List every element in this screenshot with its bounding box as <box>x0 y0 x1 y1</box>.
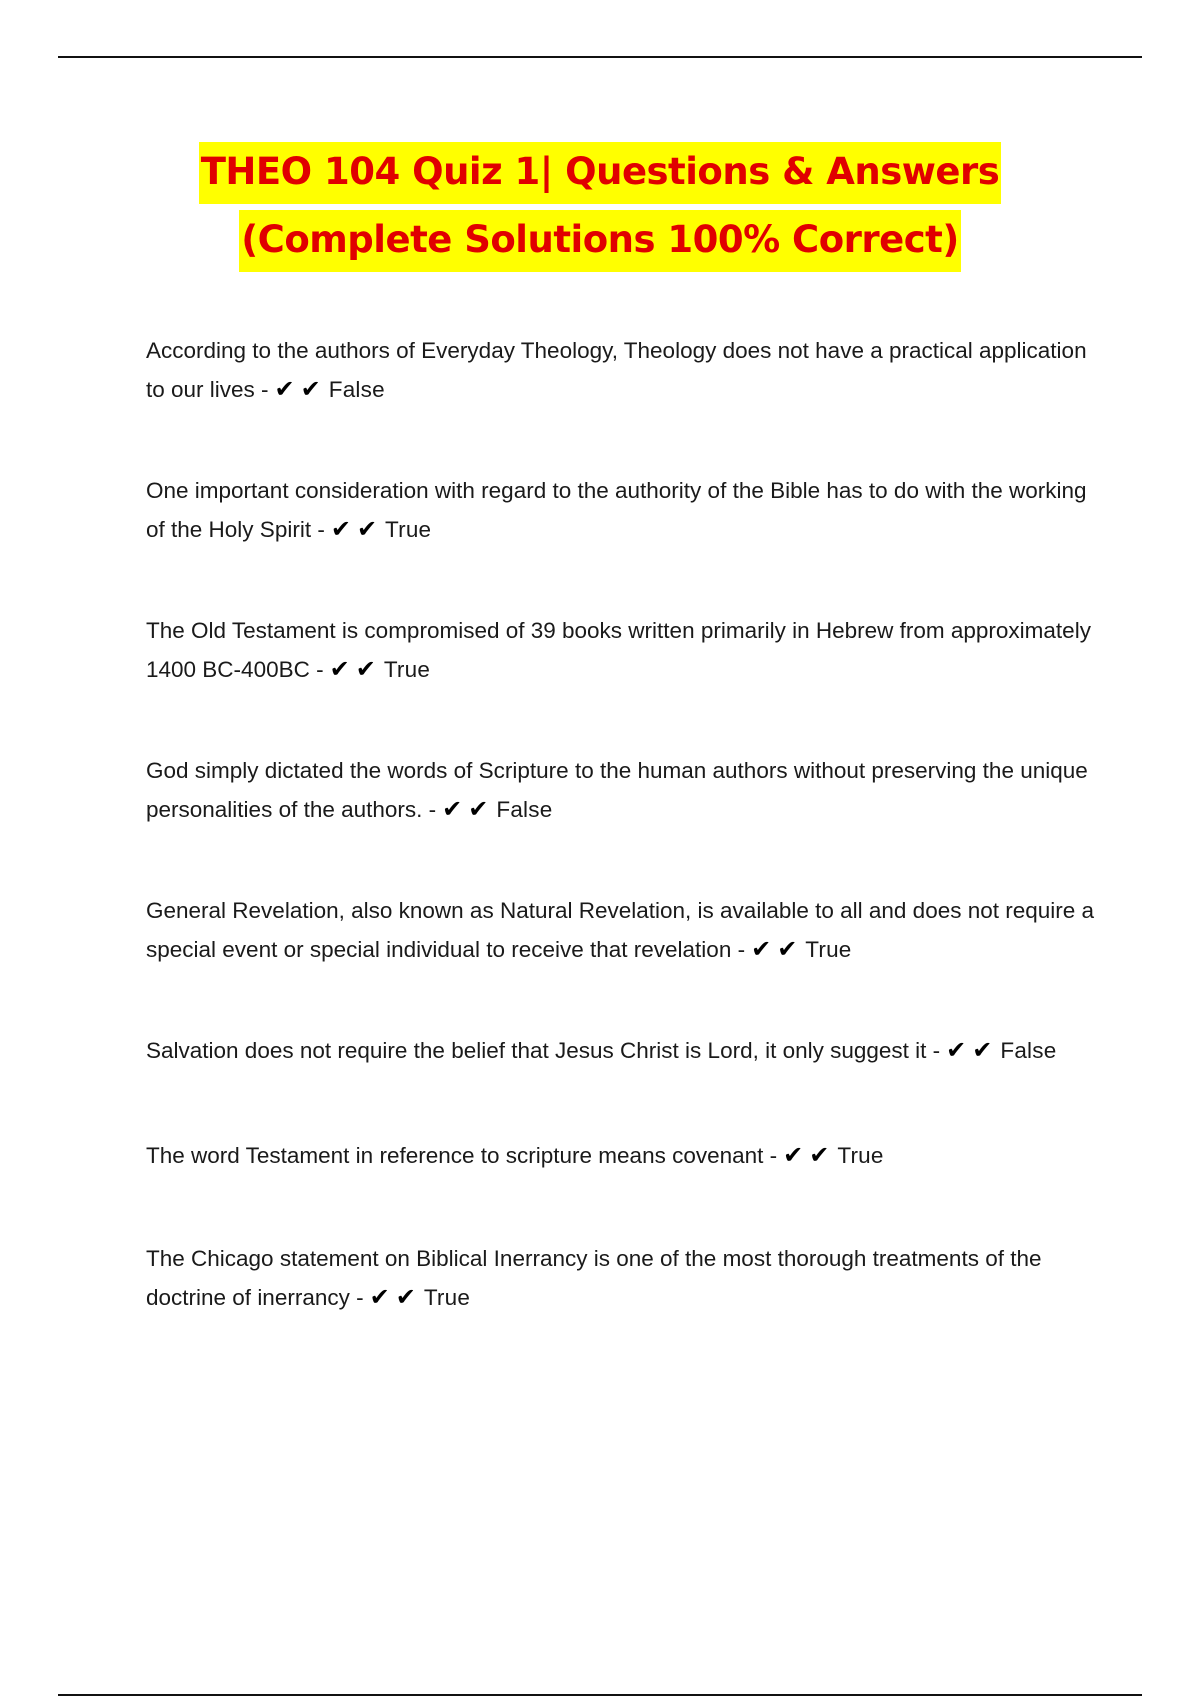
answer-text: False <box>328 377 385 402</box>
answer-text: False <box>1000 1038 1057 1063</box>
answer-text: True <box>383 657 431 682</box>
check-icon: ✔✔ <box>274 375 327 403</box>
question-item <box>146 752 1096 829</box>
title-line-1: THEO 104 Quiz 1| Questions & Answers <box>199 142 1002 204</box>
question-text: God simply dictated the words of Scripture to the human authors without preserving the unique personalities of the authors. - <box>146 758 1088 822</box>
check-icon: ✔✔ <box>369 1283 422 1311</box>
question-text: The Old Testament is compromised of 39 books written primarily in Hebrew from approximately 1400 BC-400BC - <box>146 618 1091 682</box>
check-icon: ✔✔ <box>751 935 804 963</box>
question-text: One important consideration with regard to the authority of the Bible has to do with the working of the Holy Spirit - <box>146 478 1087 542</box>
answer-text: True <box>805 937 852 962</box>
check-icon: ✔✔ <box>783 1141 836 1169</box>
question-text: General Revelation, also known as Natural Revelation, is available to all and does not require a special event or special individual to receive that revelation - <box>146 898 1095 962</box>
question-item <box>146 1136 1096 1175</box>
question-item <box>146 892 1096 969</box>
answer-text: False <box>496 797 553 822</box>
check-icon: ✔✔ <box>330 515 384 543</box>
question-item <box>146 1240 1096 1317</box>
check-icon: ✔✔ <box>329 655 382 683</box>
question-list <box>146 332 1096 1380</box>
question-text: The Chicago statement on Biblical Inerrancy is one of the most thorough treatments of the doctrine of inerrancy - <box>146 1246 1042 1310</box>
question-item <box>146 1031 1096 1070</box>
answer-text: True <box>423 1285 471 1310</box>
question-text: Salvation does not require the belief that Jesus Christ is Lord, it only suggest it - <box>146 1038 941 1063</box>
check-icon: ✔✔ <box>442 795 495 823</box>
document-title <box>0 142 1200 272</box>
question-item <box>146 332 1096 409</box>
check-icon: ✔✔ <box>946 1036 999 1064</box>
question-item <box>146 612 1096 689</box>
question-item <box>146 472 1096 549</box>
top-rule <box>58 56 1142 58</box>
title-line-2: (Complete Solutions 100% Correct) <box>239 210 960 272</box>
answer-text: True <box>837 1143 884 1168</box>
question-text: The word Testament in reference to scripture means covenant - <box>146 1143 778 1168</box>
bottom-rule <box>58 1694 1142 1696</box>
answer-text: True <box>385 517 432 542</box>
question-text: According to the authors of Everyday Theology, Theology does not have a practical application to our lives - <box>146 338 1087 402</box>
